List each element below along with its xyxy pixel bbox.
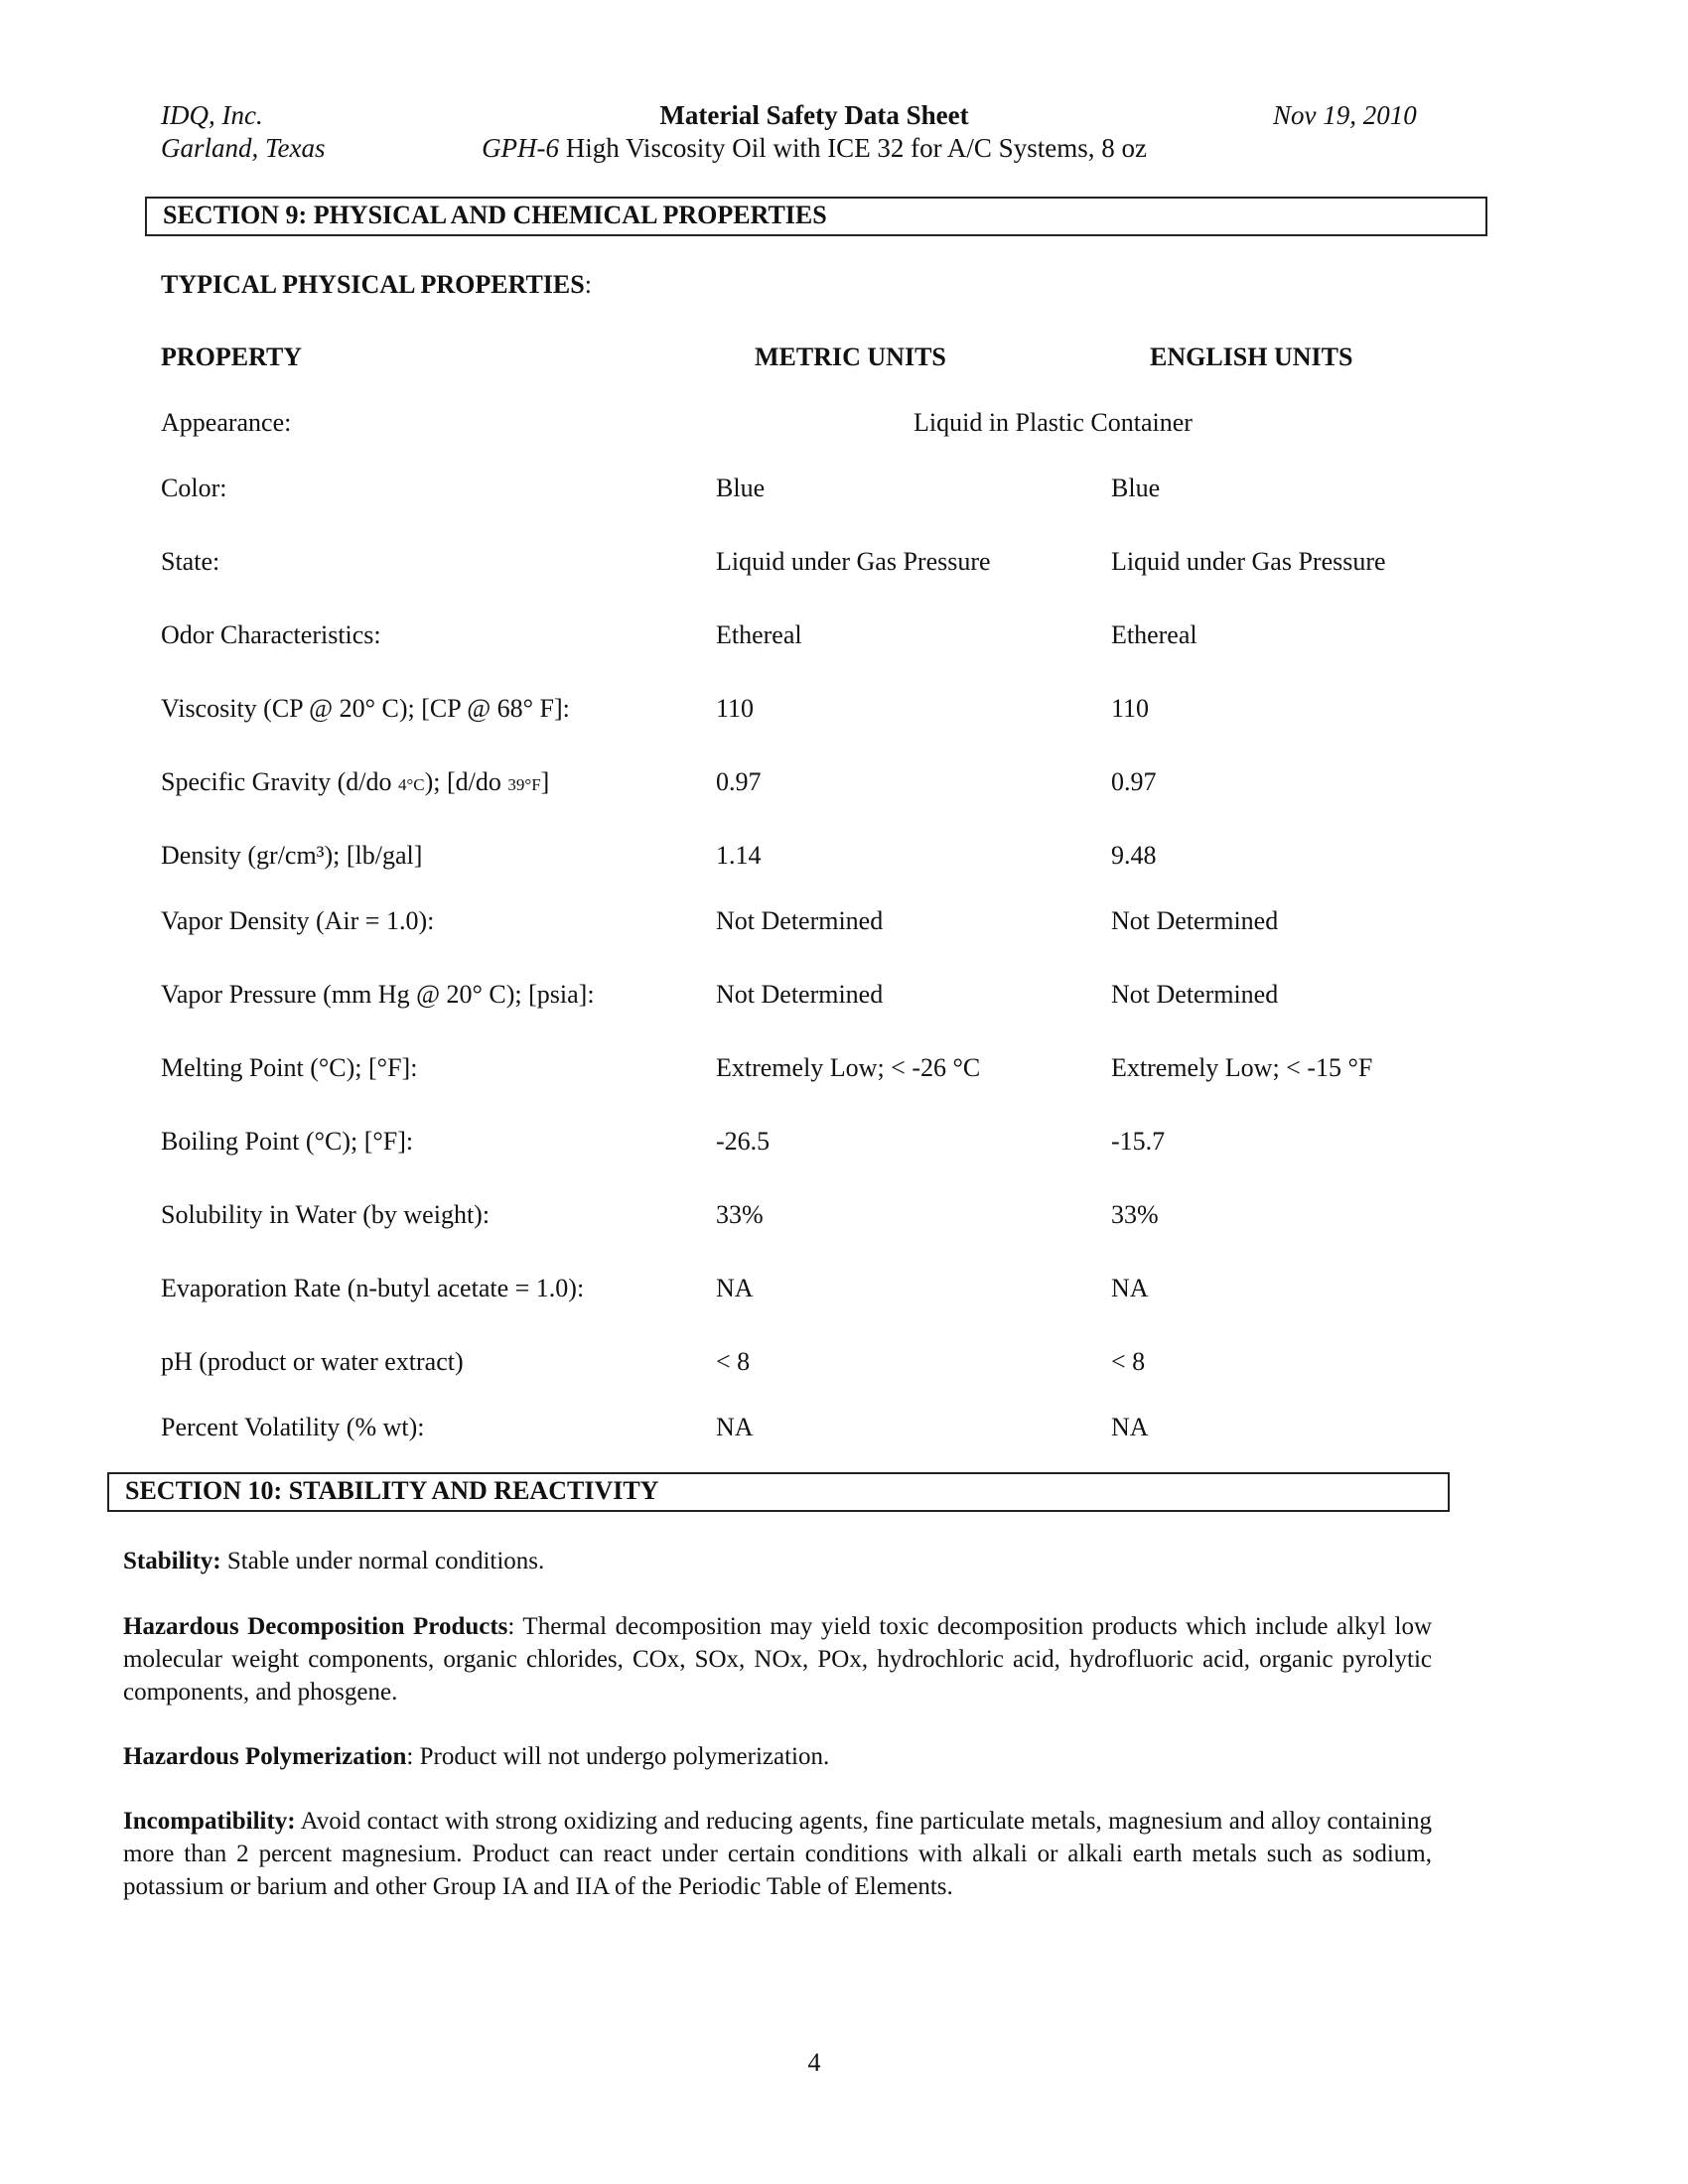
property-label: Vapor Pressure (mm Hg @ 20° C); [psia]: (161, 980, 595, 1009)
product-description: High Viscosity Oil with ICE 32 for A/C Systems, 8 oz (559, 133, 1147, 163)
column-header-english: ENGLISH UNITS (1150, 342, 1353, 371)
english-value: NA (1111, 1274, 1149, 1302)
typical-properties-heading (161, 270, 592, 300)
label-part: ] (540, 767, 550, 796)
property-value-appearance: Liquid in Plastic Container (914, 408, 1193, 437)
metric-value: Ethereal (716, 620, 802, 649)
decomposition-text: : Thermal decomposition may yield toxic decomposition products which include alkyl low molecular weight components, organic chlorides, COx, SOx, NOx, POx, hydrochloric acid, hydrofluoric acid, organic pyrolytic components, and phosgene. (123, 1613, 1432, 1706)
english-value: Blue (1111, 474, 1161, 502)
stability-text: Stable under normal conditions. (220, 1548, 545, 1574)
property-label: Evaporation Rate (n-butyl acetate = 1.0): (161, 1274, 585, 1302)
property-label: Solubility in Water (by weight): (161, 1200, 491, 1229)
english-value: Not Determined (1111, 906, 1279, 935)
metric-value: 1.14 (716, 841, 762, 870)
document-date: Nov 19, 2010 (1273, 100, 1417, 130)
metric-value: Liquid under Gas Pressure (716, 547, 991, 576)
property-label: Color: (161, 474, 227, 502)
english-value: Not Determined (1111, 980, 1279, 1009)
english-value: -15.7 (1111, 1127, 1166, 1156)
typical-properties-colon: : (584, 270, 592, 299)
property-label: Percent Volatility (% wt): (161, 1413, 425, 1441)
english-value: Liquid under Gas Pressure (1111, 547, 1386, 576)
label-part: ); [d/do (424, 767, 501, 796)
section-9-header: SECTION 9: PHYSICAL AND CHEMICAL PROPERTIES (145, 197, 1487, 236)
polymerization-text: : Product will not undergo polymerization. (406, 1743, 830, 1770)
column-header-metric: METRIC UNITS (755, 342, 946, 371)
metric-value: 33% (716, 1200, 764, 1229)
english-value: Ethereal (1111, 620, 1197, 649)
metric-value: Blue (716, 474, 766, 502)
property-label: pH (product or water extract) (161, 1347, 464, 1376)
property-label: Density (gr/cm³); [lb/gal] (161, 841, 423, 870)
property-label: Viscosity (CP @ 20° C); [CP @ 68° F]: (161, 694, 570, 723)
incompatibility-label: Incompatibility: (123, 1808, 296, 1835)
english-value: 110 (1111, 694, 1150, 723)
property-label-appearance: Appearance: (161, 408, 292, 437)
english-value: 33% (1111, 1200, 1159, 1229)
english-value: 9.48 (1111, 841, 1157, 870)
metric-value: Extremely Low; < -26 °C (716, 1053, 981, 1082)
section-10-header: SECTION 10: STABILITY AND REACTIVITY (107, 1472, 1450, 1512)
document-title: Material Safety Data Sheet (659, 100, 969, 130)
decomposition-label: Hazardous Decomposition Products (123, 1613, 508, 1640)
polymerization-paragraph (123, 1740, 1432, 1773)
polymerization-label: Hazardous Polymerization (123, 1743, 407, 1770)
incompatibility-paragraph (123, 1805, 1432, 1903)
label-part: Specific Gravity (d/do (161, 767, 392, 796)
property-label: Odor Characteristics: (161, 620, 381, 649)
property-label: State: (161, 547, 220, 576)
metric-value: < 8 (716, 1347, 751, 1376)
company-location: Garland, Texas (161, 133, 326, 163)
typical-properties-label: TYPICAL PHYSICAL PROPERTIES (161, 270, 585, 299)
property-label-specific-gravity (161, 767, 549, 797)
label-subscript: 39°F (507, 775, 541, 794)
stability-label: Stability: (123, 1548, 221, 1574)
metric-value: NA (716, 1274, 754, 1302)
label-subscript: 4°C (398, 775, 425, 794)
metric-value: -26.5 (716, 1127, 771, 1156)
metric-value: Not Determined (716, 980, 884, 1009)
property-label: Boiling Point (°C); [°F]: (161, 1127, 414, 1156)
stability-paragraph (123, 1545, 1432, 1577)
product-line (0, 132, 1628, 164)
metric-value: 110 (716, 694, 755, 723)
metric-value: 0.97 (716, 767, 762, 796)
property-label: Melting Point (°C); [°F]: (161, 1053, 418, 1082)
company-name: IDQ, Inc. (161, 100, 263, 130)
page-number: 4 (807, 2048, 821, 2077)
english-value: 0.97 (1111, 767, 1157, 796)
property-label: Vapor Density (Air = 1.0): (161, 906, 435, 935)
english-value: < 8 (1111, 1347, 1146, 1376)
metric-value: NA (716, 1413, 754, 1441)
incompatibility-text: Avoid contact with strong oxidizing and reducing agents, fine particulate metals, magnesium and alloy containing more than 2 percent magnesium. Product can react under certain conditions with alkali or alkali earth metals such as sodium, potassium or barium and other Group IA and IIA of the Periodic Table of Elements. (123, 1808, 1432, 1900)
decomposition-paragraph (123, 1610, 1432, 1708)
metric-value: Not Determined (716, 906, 884, 935)
product-name: GPH-6 (482, 133, 560, 163)
english-value: Extremely Low; < -15 °F (1111, 1053, 1373, 1082)
column-header-property: PROPERTY (161, 342, 303, 371)
english-value: NA (1111, 1413, 1149, 1441)
